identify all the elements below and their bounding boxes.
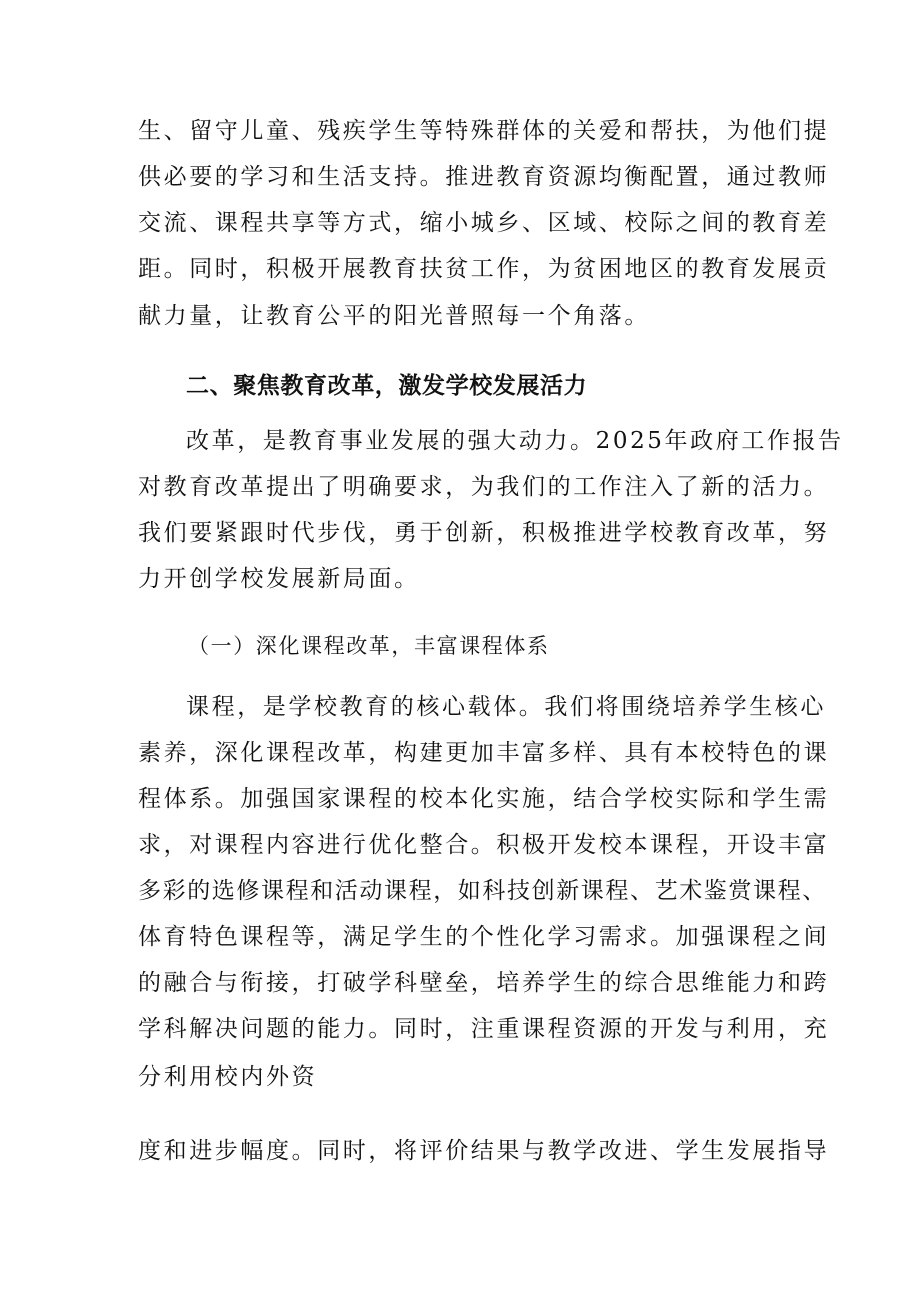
section-heading: 二、聚焦教育改革，激发学校发展活力 <box>186 373 588 399</box>
paragraph-line: 分利用校内外资 <box>138 1064 318 1090</box>
paragraph-line: 程体系。加强国家课程的校本化实施，结合学校实际和学生需 <box>138 786 830 812</box>
paragraph-line: 多彩的选修课程和活动课程，如科技创新课程、艺术鉴赏课程、 <box>138 878 827 904</box>
paragraph-line: 课程，是学校教育的核心载体。我们将围绕培养学生核心 <box>186 694 826 720</box>
paragraph-line: 求，对课程内容进行优化整合。积极开发校本课程，开设丰富 <box>138 832 830 858</box>
paragraph-line: 交流、课程共享等方式，缩小城乡、区域、校际之间的教育差 <box>138 210 830 236</box>
paragraph-line: 力开创学校发展新局面。 <box>138 566 420 592</box>
paragraph-line: 距。同时，积极开展教育扶贫工作，为贫困地区的教育发展贡 <box>138 256 830 282</box>
paragraph-line: 供必要的学习和生活支持。推进教育资源均衡配置，通过教师 <box>138 164 830 190</box>
paragraph-line: 体育特色课程等，满足学生的个性化学习需求。加强课程之间 <box>138 924 830 950</box>
paragraph-line: 我们要紧跟时代步伐，勇于创新，积极推进学校教育改革，努 <box>138 520 830 546</box>
paragraph-line: 对教育改革提出了明确要求，为我们的工作注入了新的活力。 <box>138 474 830 500</box>
paragraph-line: 献力量，让教育公平的阳光普照每一个角落。 <box>138 303 650 329</box>
paragraph-line: 改革，是教育事业发展的强大动力。2025年政府工作报告 <box>186 428 844 454</box>
paragraph-line: 生、留守儿童、残疾学生等特殊群体的关爱和帮扶，为他们提 <box>138 118 830 144</box>
paragraph-line: 度和进步幅度。同时，将评价结果与教学改进、学生发展指导 <box>138 1138 830 1164</box>
paragraph-line: 学科解决问题的能力。同时，注重课程资源的开发与利用，充 <box>138 1016 830 1042</box>
subsection-heading: （一）深化课程改革，丰富课程体系 <box>188 634 550 658</box>
paragraph-line: 的融合与衔接，打破学科壁垒，培养学生的综合思维能力和跨 <box>138 970 830 996</box>
paragraph-line: 素养，深化课程改革，构建更加丰富多样、具有本校特色的课 <box>138 740 830 766</box>
